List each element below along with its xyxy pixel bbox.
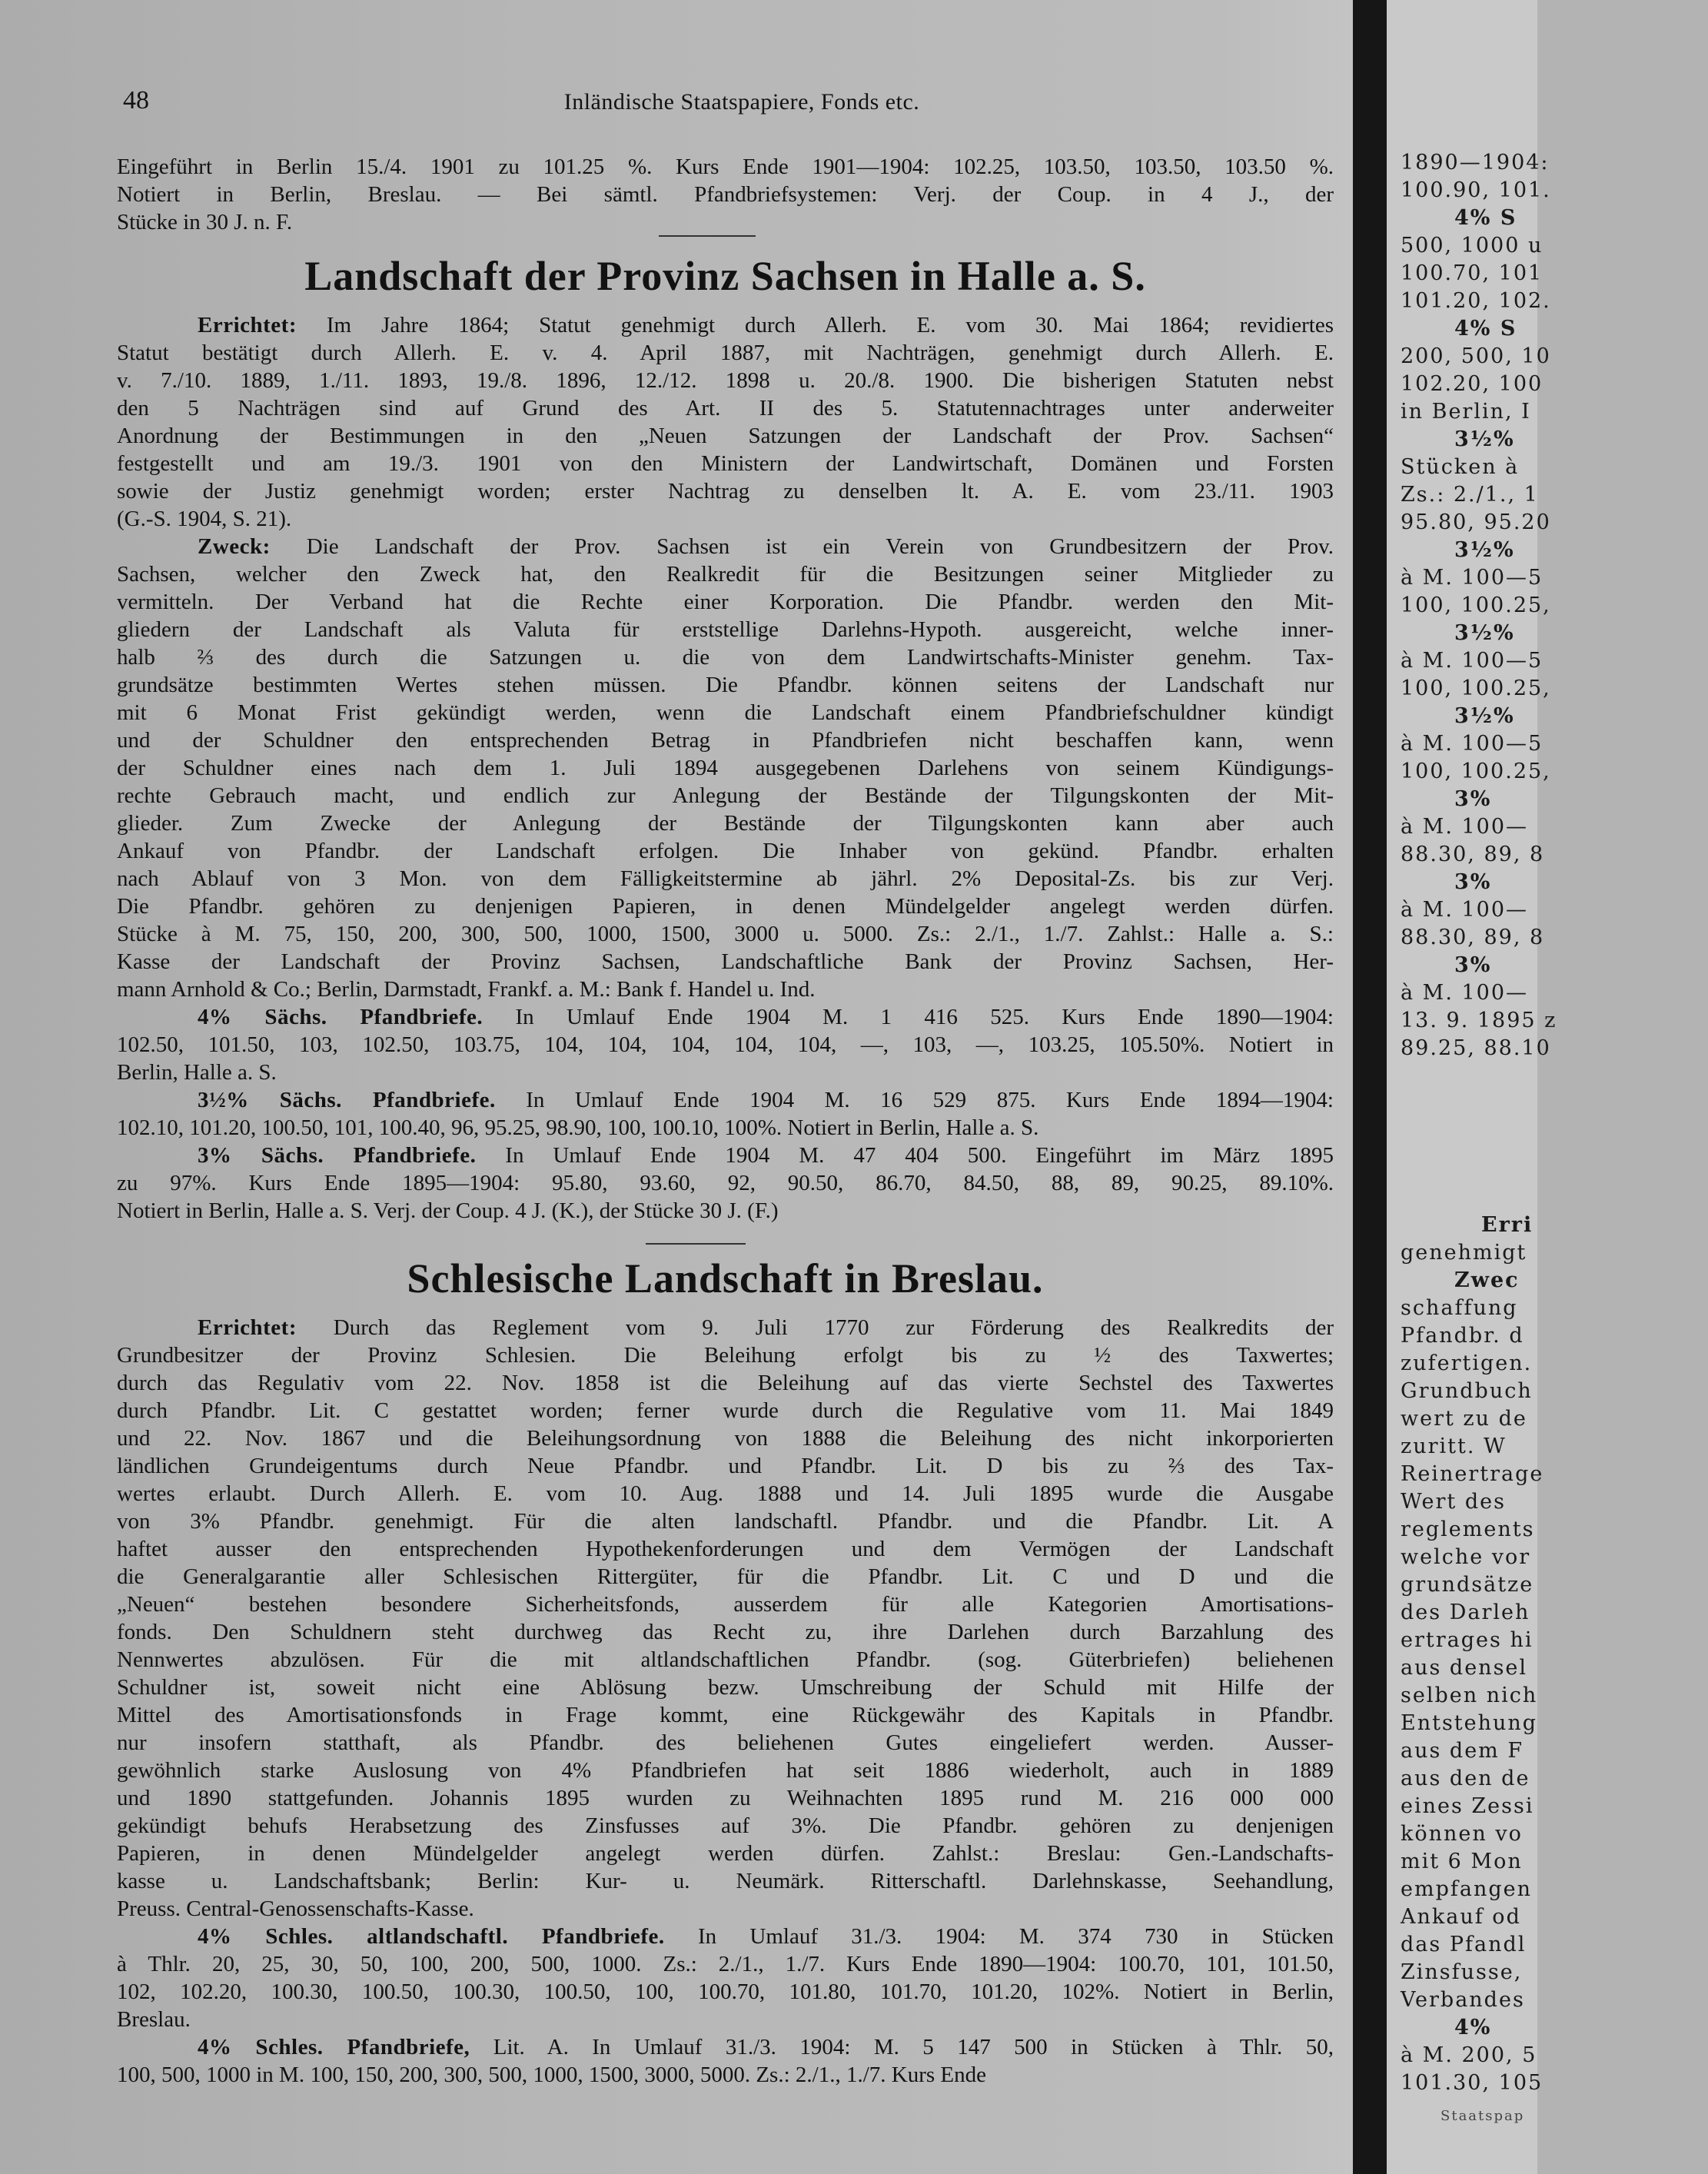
facing-page-line: Stücken à bbox=[1401, 455, 1520, 479]
line-text: Lit. A. In Umlauf 31./3. 1904: M. 5 147 500 in Stücken à Thlr. 50, bbox=[470, 2035, 1334, 2059]
facing-page-line: Grundbuch bbox=[1401, 1379, 1533, 1403]
facing-page-line: 102.20, 100 bbox=[1401, 372, 1544, 396]
facing-page-line: schaffung bbox=[1401, 1296, 1518, 1320]
line-text: Notiert in Berlin, Halle a. S. Verj. der Coup. 4 J. (K.), der Stücke 30 J. (F.) bbox=[117, 1198, 779, 1223]
text-line bbox=[117, 1142, 1334, 1169]
paragraph-lead: 3½% Sächs. Pfandbriefe. bbox=[198, 1088, 496, 1112]
line-text: Stücke à M. 75, 150, 200, 300, 500, 1000, 1500, 3000 u. 5000. Zs.: 2./1., 1./7. Zahlst.: Halle a. S.: bbox=[117, 922, 1334, 946]
line-text: und 22. Nov. 1867 und die Beleihungsordnung von 1888 die Beleihung des nicht inkorporierten bbox=[117, 1426, 1334, 1451]
line-text: Durch das Reglement vom 9. Juli 1770 zur Förderung des Realkredits der bbox=[297, 1315, 1334, 1340]
facing-page-line: 1890—1904: bbox=[1401, 151, 1550, 175]
facing-page-line: 3% bbox=[1454, 953, 1492, 977]
text-line bbox=[117, 1059, 1334, 1086]
line-text: Die Landschaft der Prov. Sachsen ist ein Verein von Grundbesitzern der Prov. bbox=[270, 534, 1334, 559]
facing-page-line: wert zu de bbox=[1401, 1407, 1527, 1431]
facing-page-line: 3% bbox=[1454, 870, 1492, 894]
line-text: In Umlauf Ende 1904 M. 47 404 500. Eingeführt im März 1895 bbox=[476, 1143, 1334, 1168]
text-line bbox=[117, 1701, 1334, 1729]
text-line bbox=[117, 1812, 1334, 1840]
line-text: 102, 102.20, 100.30, 100.50, 100.30, 100.50, 100, 100.70, 101.80, 101.70, 101.20, 102%. Notiert in Berlin, bbox=[117, 1980, 1334, 2004]
text-line bbox=[117, 422, 1334, 450]
facing-page-line: genehmigt bbox=[1401, 1241, 1527, 1265]
line-text: die Generalgarantie aller Schlesischen Rittergüter, für die Pfandbr. Lit. C und D und die bbox=[117, 1564, 1334, 1589]
line-text: und 1890 stattgefunden. Johannis 1895 wurden zu Weihnachten 1895 rund M. 216 000 000 bbox=[117, 1786, 1334, 1810]
text-line bbox=[117, 1784, 1334, 1812]
facing-page-line: aus densel bbox=[1401, 1656, 1528, 1680]
facing-page-line: des Darleh bbox=[1401, 1601, 1530, 1624]
facing-page-line: können vo bbox=[1401, 1822, 1523, 1846]
text-line bbox=[117, 1923, 1334, 1950]
facing-page-line: 101.30, 105 bbox=[1401, 2071, 1544, 2095]
facing-page-line: zufertigen. bbox=[1401, 1351, 1533, 1375]
facing-page-line: 100, 100.25, bbox=[1401, 593, 1551, 617]
line-text: à Thlr. 20, 25, 30, 50, 100, 200, 500, 1000. Zs.: 2./1., 1./7. Kurs Ende 1890—1904: 100.70, 101, 101.50, bbox=[117, 1952, 1334, 1976]
facing-page-line: 3½% bbox=[1454, 427, 1515, 451]
text-line bbox=[117, 339, 1334, 367]
line-text: halb ⅔ des durch die Satzungen u. die von dem Landwirtschafts-Minister genehm. Tax- bbox=[117, 645, 1334, 670]
text-line bbox=[117, 2033, 1334, 2061]
text-line bbox=[117, 1757, 1334, 1784]
section-title-sachsen: Landschaft der Provinz Sachsen in Halle a. S. bbox=[304, 253, 1146, 299]
facing-page-line: welche vor bbox=[1401, 1545, 1531, 1569]
section-divider bbox=[659, 235, 756, 237]
facing-page-line: 88.30, 89, 8 bbox=[1401, 926, 1545, 949]
line-text: mit 6 Monat Frist gekündigt werden, wenn die Landschaft einem Pfandbriefschuldner kündigt bbox=[117, 700, 1334, 725]
facing-page-line: à M. 100—5 bbox=[1401, 649, 1544, 673]
text-line bbox=[117, 1950, 1334, 1978]
line-text: Mittel des Amortisationsfonds in Frage kommt, eine Rückgewähr des Kapitals in Pfandbr. bbox=[117, 1703, 1334, 1727]
line-text: „Neuen“ bestehen besondere Sicherheitsfonds, ausserdem für alle Kategorien Amortisations- bbox=[117, 1592, 1334, 1617]
facing-page-line: 4% S bbox=[1454, 317, 1517, 341]
facing-page-line: 13. 9. 1895 z bbox=[1401, 1009, 1557, 1032]
text-line bbox=[117, 1867, 1334, 1895]
text-line bbox=[117, 1369, 1334, 1397]
line-text: (G.-S. 1904, S. 21). bbox=[117, 507, 292, 531]
facing-page-line: à M. 200, 5 bbox=[1401, 2043, 1537, 2067]
line-text: In Umlauf Ende 1904 M. 16 529 875. Kurs Ende 1894—1904: bbox=[495, 1088, 1334, 1112]
text-line bbox=[117, 1169, 1334, 1197]
text-line bbox=[117, 1003, 1334, 1031]
running-title: Inländische Staatspapiere, Fonds etc. bbox=[563, 89, 920, 115]
text-line bbox=[117, 2006, 1334, 2033]
text-line bbox=[117, 1840, 1334, 1867]
line-text: Nennwertes abzulösen. Für die mit altlandschaftlichen Pfandbr. (sog. Güterbriefen) beliehenen bbox=[117, 1647, 1334, 1672]
text-line bbox=[117, 394, 1334, 422]
text-line bbox=[117, 1618, 1334, 1646]
text-line bbox=[117, 1535, 1334, 1563]
text-line bbox=[117, 1508, 1334, 1535]
line-text: zu 97%. Kurs Ende 1895—1904: 95.80, 93.60, 92, 90.50, 86.70, 84.50, 88, 89, 90.25, 89.10%. bbox=[117, 1171, 1334, 1195]
line-text: Stücke in 30 J. n. F. bbox=[117, 210, 293, 234]
facing-page-line: Zinsfusse, bbox=[1401, 1960, 1523, 1984]
text-line bbox=[117, 1674, 1334, 1701]
text-line bbox=[117, 367, 1334, 394]
section-body-schlesien bbox=[117, 1314, 1334, 2089]
text-line bbox=[117, 1424, 1334, 1452]
facing-page-line: à M. 100— bbox=[1401, 815, 1529, 839]
page-number: 48 bbox=[123, 86, 149, 115]
text-line bbox=[117, 948, 1334, 976]
text-line bbox=[117, 726, 1334, 754]
line-text: gewöhnlich starke Auslosung von 4% Pfandbriefen hat seit 1886 wiederholt, auch in 1889 bbox=[117, 1758, 1334, 1783]
text-line bbox=[117, 1978, 1334, 2006]
facing-page-line: Wert des bbox=[1401, 1490, 1506, 1514]
facing-page-line: 100, 100.25, bbox=[1401, 760, 1551, 783]
facing-page-line: zuritt. W bbox=[1401, 1434, 1507, 1458]
text-line bbox=[117, 1895, 1334, 1923]
facing-page-line: selben nich bbox=[1401, 1684, 1538, 1707]
line-text: sowie der Justiz genehmigt worden; erster Nachtrag zu denselben lt. A. E. vom 23./11. 1903 bbox=[117, 479, 1334, 504]
line-text: grundsätze bestimmten Wertes stehen müssen. Die Pfandbr. können seitens der Landschaft nur bbox=[117, 673, 1334, 697]
text-line bbox=[117, 1480, 1334, 1508]
facing-page-line: à M. 100— bbox=[1401, 981, 1529, 1005]
text-line bbox=[117, 699, 1334, 726]
text-line bbox=[117, 181, 1334, 208]
paragraph-lead: Errichtet: bbox=[198, 1315, 297, 1340]
facing-page-line: à M. 100—5 bbox=[1401, 566, 1544, 590]
line-text: Ankauf von Pfandbr. der Landschaft erfolgen. Die Inhaber von gekünd. Pfandbr. erhalten bbox=[117, 839, 1334, 863]
text-line bbox=[117, 560, 1334, 588]
facing-page-line: 4% bbox=[1454, 2016, 1492, 2039]
facing-page-line: 100.90, 101. bbox=[1401, 178, 1551, 202]
facing-page-line: reglements bbox=[1401, 1517, 1535, 1541]
line-text: den 5 Nachträgen sind auf Grund des Art. II des 5. Statutennachtrages unter anderweiter bbox=[117, 396, 1334, 421]
facing-page-line: 88.30, 89, 8 bbox=[1401, 843, 1545, 866]
line-text: v. 7./10. 1889, 1./11. 1893, 19./8. 1896, 12./12. 1898 u. 20./8. 1900. Die bisherigen Statuten nebst bbox=[117, 368, 1334, 393]
facing-page-fragment bbox=[1387, 0, 1557, 2174]
text-line bbox=[117, 1452, 1334, 1480]
facing-page-line: Ankauf od bbox=[1401, 1905, 1521, 1929]
facing-page-line: 3% bbox=[1454, 787, 1492, 811]
line-text: wertes erlaubt. Durch Allerh. E. vom 10. Aug. 1888 und 14. Juli 1895 wurde die Ausgabe bbox=[117, 1481, 1334, 1506]
facing-page-line: 101.20, 102. bbox=[1401, 289, 1551, 313]
line-text: durch Pfandbr. Lit. C gestattet worden; ferner wurde durch die Regulative vom 11. Mai 1849 bbox=[117, 1398, 1334, 1423]
line-text: vermitteln. Der Verband hat die Rechte einer Korporation. Die Pfandbr. werden den Mit- bbox=[117, 590, 1334, 614]
facing-page-line: Reinertrage bbox=[1401, 1462, 1544, 1486]
facing-page-line: eines Zessi bbox=[1401, 1794, 1534, 1818]
paragraph-lead: Errichtet: bbox=[198, 313, 297, 337]
facing-page-line: Entstehung bbox=[1401, 1711, 1538, 1735]
line-text: kasse u. Landschaftsbank; Berlin: Kur- u. Neumärk. Ritterschaftl. Darlehnskasse, Seehandlung, bbox=[117, 1869, 1334, 1893]
line-text: Breslau. bbox=[117, 2007, 191, 2032]
text-line bbox=[117, 311, 1334, 339]
line-text: rechte Gebrauch macht, und endlich zur Anlegung der Bestände der Tilgungskonten der Mit- bbox=[117, 783, 1334, 808]
line-text: 100, 500, 1000 in M. 100, 150, 200, 300, 500, 1000, 1500, 3000, 5000. Zs.: 2./1., 1./7. Kurs Ende bbox=[117, 2063, 986, 2087]
text-line bbox=[117, 505, 1334, 533]
line-text: nach Ablauf von 3 Mon. von dem Fälligkeitstermine ab jährl. 2% Deposital-Zs. bis zur Verj. bbox=[117, 866, 1334, 891]
line-text: Anordnung der Bestimmungen in den „Neuen Satzungen der Landschaft der Prov. Sachsen“ bbox=[117, 424, 1334, 448]
facing-page-line: in Berlin, I bbox=[1401, 400, 1531, 424]
text-line bbox=[117, 1114, 1334, 1142]
text-line bbox=[117, 477, 1334, 505]
text-line bbox=[117, 616, 1334, 643]
text-line bbox=[117, 782, 1334, 809]
line-text: durch das Regulativ vom 22. Nov. 1858 ist die Beleihung auf das vierte Sechstel des Taxwertes bbox=[117, 1371, 1334, 1395]
line-text: Sachsen, welcher den Zweck hat, den Realkredit für die Besitzungen seiner Mitglieder zu bbox=[117, 562, 1334, 587]
facing-page-column-bottom bbox=[1401, 1212, 1708, 2097]
paragraph-lead: 3% Sächs. Pfandbriefe. bbox=[198, 1143, 477, 1168]
line-text: Eingeführt in Berlin 15./4. 1901 zu 101.25 %. Kurs Ende 1901—1904: 102.25, 103.50, 103.50, 103.50 %. bbox=[117, 155, 1334, 179]
line-text: nur insofern statthaft, als Pfandbr. des beliehenen Gutes eingeliefert werden. Ausser- bbox=[117, 1730, 1334, 1755]
text-line bbox=[117, 1197, 1334, 1225]
line-text: Grundbesitzer der Provinz Schlesien. Die Beleihung erfolgt bis zu ½ des Taxwertes; bbox=[117, 1343, 1334, 1368]
facing-page-line: empfangen bbox=[1401, 1877, 1532, 1901]
paragraph-lead: 4% Sächs. Pfandbriefe. bbox=[198, 1005, 483, 1029]
facing-page-line: 3½% bbox=[1454, 621, 1515, 645]
facing-page-line: das Pfandl bbox=[1401, 1933, 1527, 1956]
facing-page-line: 3½% bbox=[1454, 538, 1515, 562]
text-line bbox=[117, 1646, 1334, 1674]
facing-page-line: à M. 100—5 bbox=[1401, 732, 1544, 756]
text-line bbox=[117, 1031, 1334, 1059]
facing-page-line: mit 6 Mon bbox=[1401, 1850, 1523, 1873]
facing-page-line: grundsätze bbox=[1401, 1573, 1534, 1597]
facing-page-line: Erri bbox=[1481, 1213, 1534, 1237]
text-line bbox=[117, 920, 1334, 948]
text-line bbox=[117, 1314, 1334, 1341]
line-text: Statut bestätigt durch Allerh. E. v. 4. April 1887, mit Nachträgen, genehmigt durch Allerh. E. bbox=[117, 341, 1334, 365]
text-line bbox=[117, 2061, 1334, 2089]
text-line bbox=[117, 837, 1334, 865]
line-text: Preuss. Central-Genossenschafts-Kasse. bbox=[117, 1896, 474, 1921]
section-title-schlesien: Schlesische Landschaft in Breslau. bbox=[407, 1255, 1044, 1301]
text-line bbox=[117, 1341, 1334, 1369]
text-line bbox=[117, 1563, 1334, 1591]
facing-page-column-top bbox=[1401, 149, 1708, 1062]
line-text: glieder. Zum Zwecke der Anlegung der Bestände der Tilgungskonten kann aber auch bbox=[117, 811, 1334, 836]
line-text: Notiert in Berlin, Breslau. — Bei sämtl. Pfandbriefsystemen: Verj. der Coup. in 4 J., der bbox=[117, 182, 1334, 207]
facing-page-line: 3½% bbox=[1454, 704, 1515, 728]
facing-page-line: 200, 500, 10 bbox=[1401, 344, 1551, 368]
facing-page-line: ertrages hi bbox=[1401, 1628, 1534, 1652]
line-text: und der Schuldner den entsprechenden Betrag in Pfandbriefen nicht beschaffen kann, wenn bbox=[117, 728, 1334, 753]
paragraph-lead: Zweck: bbox=[198, 534, 271, 559]
facing-page-line: 100.70, 101 bbox=[1401, 261, 1544, 285]
line-text: Berlin, Halle a. S. bbox=[117, 1060, 277, 1085]
line-text: Schuldner ist, soweit nicht eine Ablösung bezw. Umschreibung der Schuld mit Hilfe der bbox=[117, 1675, 1334, 1700]
facing-page-line: Zs.: 2./1., 1 bbox=[1401, 483, 1539, 507]
paragraph-lead: 4% Schles. Pfandbriefe, bbox=[198, 2035, 470, 2059]
text-line bbox=[117, 1591, 1334, 1618]
intro-paragraph bbox=[117, 153, 1334, 236]
line-text: 102.50, 101.50, 103, 102.50, 103.75, 104, 104, 104, 104, 104, —, 103, —, 103.25, 105.50%. Notiert in bbox=[117, 1032, 1334, 1057]
facing-page-line: Verbandes bbox=[1401, 1988, 1525, 2012]
text-line bbox=[117, 533, 1334, 560]
text-line bbox=[117, 1397, 1334, 1424]
line-text: In Umlauf 31./3. 1904: M. 374 730 in Stücken bbox=[664, 1924, 1334, 1949]
text-line bbox=[117, 976, 1334, 1003]
text-line bbox=[117, 671, 1334, 699]
facing-page-line: Pfandbr. d bbox=[1401, 1324, 1524, 1348]
text-line bbox=[117, 1729, 1334, 1757]
line-text: gekündigt behufs Herabsetzung des Zinsfusses auf 3%. Die Pfandbr. gehören zu denjenigen bbox=[117, 1813, 1334, 1838]
book-gutter bbox=[1353, 0, 1387, 2174]
facing-page-line: 100, 100.25, bbox=[1401, 676, 1551, 700]
facing-page-line: aus dem F bbox=[1401, 1739, 1524, 1763]
line-text: Kasse der Landschaft der Provinz Sachsen, Landschaftliche Bank der Provinz Sachsen, Her- bbox=[117, 949, 1334, 974]
section-body-sachsen bbox=[117, 311, 1334, 1225]
facing-page-line: 95.80, 95.20 bbox=[1401, 510, 1551, 534]
section-divider bbox=[646, 1243, 746, 1245]
text-line bbox=[117, 153, 1334, 181]
line-text: festgestellt und am 19./3. 1901 von den Ministern der Landwirtschaft, Domänen und Forsten bbox=[117, 451, 1334, 476]
text-line bbox=[117, 208, 1334, 236]
text-line bbox=[117, 865, 1334, 893]
text-line bbox=[117, 754, 1334, 782]
facing-page-line: aus den de bbox=[1401, 1767, 1530, 1790]
line-text: fonds. Den Schuldnern steht durchweg das Recht zu, ihre Darlehen durch Barzahlung des bbox=[117, 1620, 1334, 1644]
text-line bbox=[117, 1086, 1334, 1114]
line-text: mann Arnhold & Co.; Berlin, Darmstadt, Frankf. a. M.: Bank f. Handel u. Ind. bbox=[117, 977, 816, 1002]
line-text: der Schuldner eines nach dem 1. Juli 1894 ausgegebenen Darlehens von seinem Kündigungs- bbox=[117, 756, 1334, 780]
facing-page-line: 89.25, 88.10 bbox=[1401, 1036, 1551, 1060]
text-line bbox=[117, 643, 1334, 671]
line-text: Papieren, in denen Mündelgelder angelegt werden dürfen. Zahlst.: Breslau: Gen.-Landschafts- bbox=[117, 1841, 1334, 1866]
text-line bbox=[117, 588, 1334, 616]
text-line bbox=[117, 809, 1334, 837]
facing-page-footer: Staatspap bbox=[1441, 2108, 1525, 2124]
facing-page-line: 500, 1000 u bbox=[1401, 234, 1544, 258]
facing-page-line: Zwec bbox=[1454, 1268, 1520, 1292]
text-line bbox=[117, 450, 1334, 477]
line-text: haftet ausser den entsprechenden Hypothekenforderungen und dem Vermögen der Landschaft bbox=[117, 1537, 1334, 1561]
facing-page-line: 4% S bbox=[1454, 206, 1517, 230]
line-text: von 3% Pfandbr. genehmigt. Für die alten landschaftl. Pfandbr. und die Pfandbr. Lit. A bbox=[117, 1509, 1334, 1534]
facing-page-line: à M. 100— bbox=[1401, 898, 1529, 922]
line-text: gliedern der Landschaft als Valuta für erststellige Darlehns-Hypoth. ausgereicht, welche inner- bbox=[117, 617, 1334, 642]
text-line bbox=[117, 893, 1334, 920]
line-text: Die Pfandbr. gehören zu denjenigen Papieren, in denen Mündelgelder angelegt werden dürfen. bbox=[117, 894, 1334, 919]
paragraph-lead: 4% Schles. altlandschaftl. Pfandbriefe. bbox=[198, 1924, 665, 1949]
line-text: Im Jahre 1864; Statut genehmigt durch Allerh. E. vom 30. Mai 1864; revidiertes bbox=[297, 313, 1334, 337]
line-text: 102.10, 101.20, 100.50, 101, 100.40, 96, 95.25, 98.90, 100, 100.10, 100%. Notiert in Berlin, Halle a. S. bbox=[117, 1115, 1039, 1140]
line-text: ländlichen Grundeigentums durch Neue Pfandbr. und Pfandbr. Lit. D bis zu ⅔ des Tax- bbox=[117, 1454, 1334, 1478]
line-text: In Umlauf Ende 1904 M. 1 416 525. Kurs Ende 1890—1904: bbox=[483, 1005, 1334, 1029]
